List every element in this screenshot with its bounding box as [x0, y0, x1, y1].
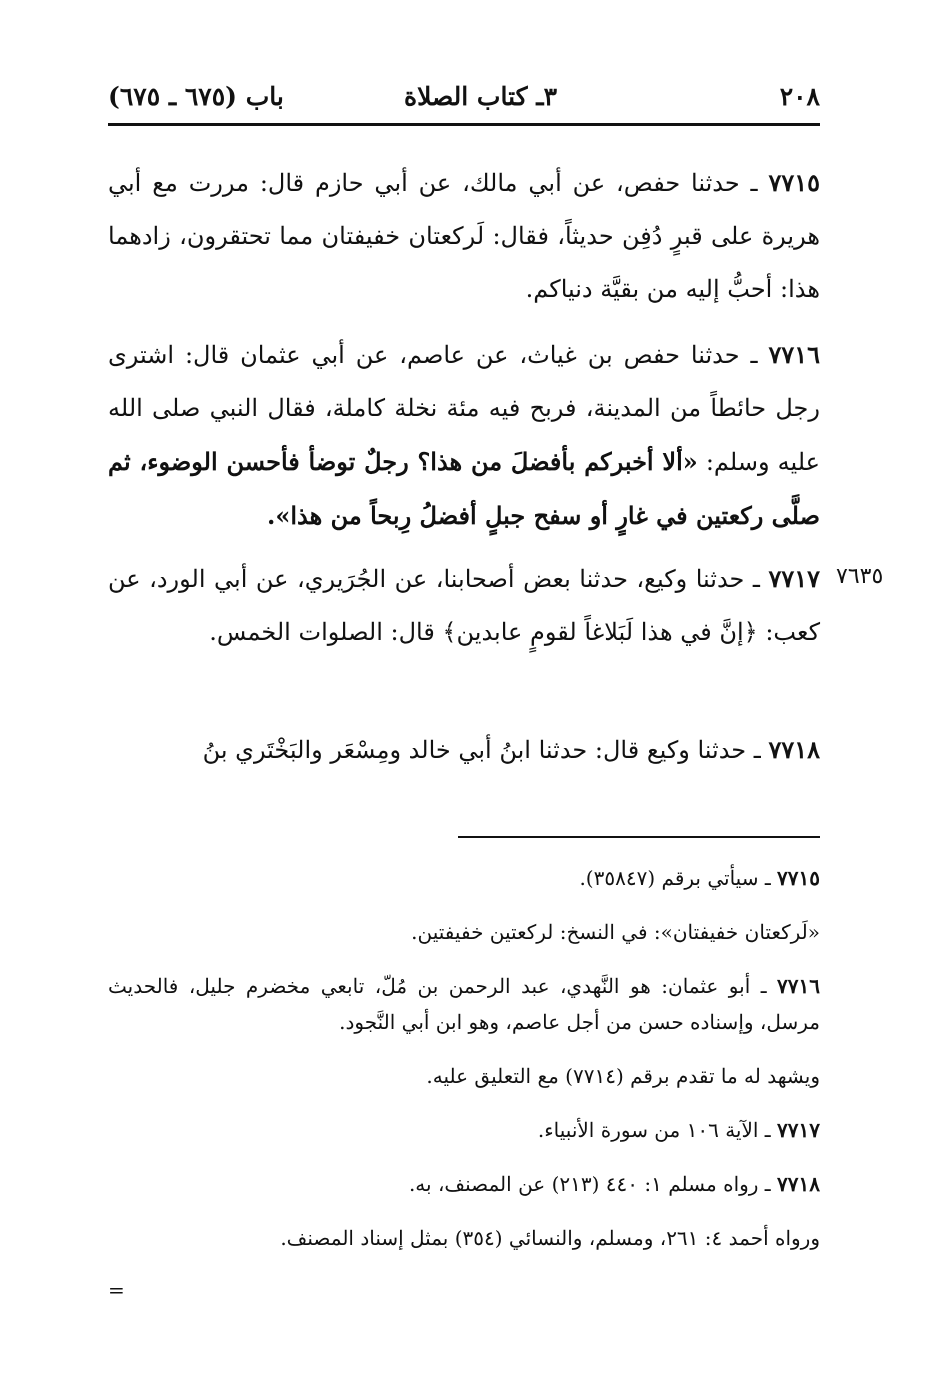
footnote — [108, 914, 820, 950]
running-header — [108, 82, 820, 122]
footnote-separator — [458, 836, 820, 838]
footnote-text: ـ أبو عثمان: هو النَّهدي، عبد الرحمن بن مُلّ، تابعي مخضرم جليل، فالحديث مرسل، وإسناده حسن من أجل عاصم، وهو ابن أبي النَّجود. — [108, 974, 820, 1034]
hadith-number: ٧٧١٧ — [768, 564, 820, 593]
footnote-number: ٧٧١٥ — [777, 866, 820, 890]
hadith-number: ٧٧١٥ — [768, 168, 820, 197]
footnote-number: ٧٧١٧ — [777, 1118, 820, 1142]
footnote — [108, 1058, 820, 1094]
hadith-7716 — [108, 328, 820, 543]
footnote — [108, 968, 820, 1040]
footnote — [108, 860, 820, 896]
footnote — [108, 1220, 820, 1256]
footnote-number: ٧٧١٦ — [777, 974, 820, 998]
hadith-7715 — [108, 156, 820, 316]
margin-reference-number: ٧٦٣٥ — [836, 564, 884, 589]
hadith-text: ـ حدثنا حفص، عن أبي مالك، عن أبي حازم قال: مررت مع أبي هريرة على قبرٍ دُفِن حديثاً، فقال: لَركعتان خفيفتان مما تحتقرون، زادهما هذا: أحبُّ إليه من بقيَّة دنياكم. — [108, 169, 820, 303]
continuation-mark: = — [108, 1278, 125, 1302]
footnote-text: «لَركعتان خفيفتان»: في النسخ: لركعتين خفيفتين. — [411, 920, 820, 944]
footnote-text: ـ الآية ١٠٦ من سورة الأنبياء. — [537, 1118, 778, 1142]
footnote-text: ـ رواه مسلم ١: ٤٤٠ (٢١٣) عن المصنف، به. — [408, 1172, 778, 1196]
header-rule — [108, 123, 820, 126]
hadith-7718 — [108, 723, 820, 777]
hadith-text: ـ حدثنا وكيع، حدثنا بعض أصحابنا، عن الجُرَيري، عن أبي الورد، عن كعب: ﴿إنَّ في هذا لَبَلاغاً لقومٍ عابدين﴾ قال: الصلوات الخمس. — [108, 565, 820, 646]
footnote-text: ويشهد له ما تقدم برقم (٧٧١٤) مع التعليق عليه. — [426, 1064, 820, 1088]
footnote-text: ـ سيأتي برقم (٣٥٨٤٧). — [579, 866, 778, 890]
footnote — [108, 1112, 820, 1148]
hadith-number: ٧٧١٨ — [768, 735, 820, 764]
hadith-text: ـ حدثنا حفص بن غياث، عن عاصم، عن أبي عثمان قال: اشترى رجل حائطاً من المدينة، فربح فيه مئة نخلة كاملة، فقال النبي صلى الله عليه وسلم: — [108, 341, 820, 476]
footnote — [108, 1166, 820, 1202]
footnote-text: ورواه أحمد ٤: ٢٦١، ومسلم، والنسائي (٣٥٤) بمثل إسناد المصنف. — [280, 1226, 820, 1250]
footnote-number: ٧٧١٨ — [777, 1172, 820, 1196]
footnotes — [108, 860, 820, 1274]
hadith-7717 — [108, 552, 820, 659]
hadith-number: ٧٧١٦ — [768, 340, 820, 369]
chapter-title: باب (٦٧٥ ـ ٦٧٥) — [108, 82, 284, 111]
book-title: ٣ـ كتاب الصلاة — [403, 82, 557, 111]
page-number: ٢٠٨ — [779, 82, 820, 111]
hadith-text: ـ حدثنا وكيع قال: حدثنا ابنُ أبي خالد ومِسْعَر والبَخْتَري بنُ — [202, 736, 769, 764]
hadith-prophetic-saying: «ألا أخبركم بأفضلَ من هذا؟ رجلٌ توضأ فأحسن الوضوء، ثم صلَّى ركعتين في غارٍ أو سفح جبلٍ أفضلُ رِبحاً من هذا». — [108, 447, 820, 530]
